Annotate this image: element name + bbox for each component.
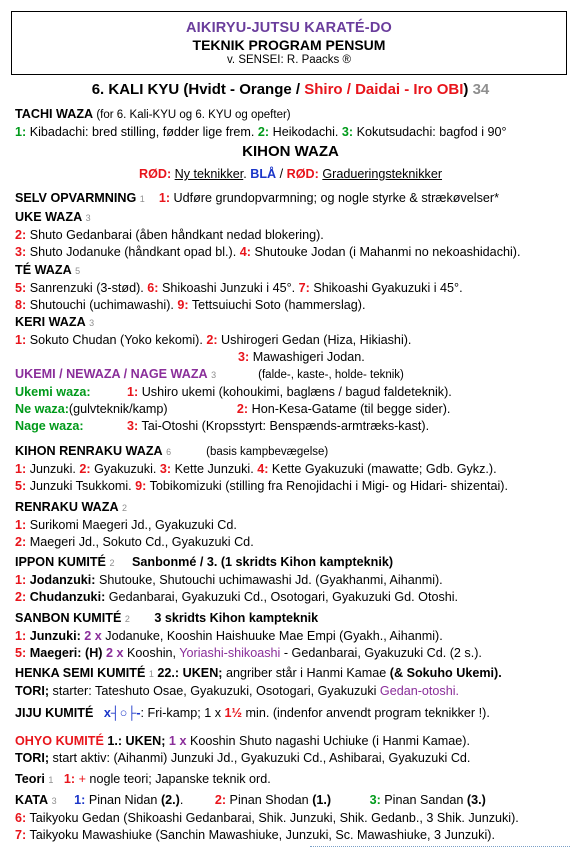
section-subtitle: Sanbonmé / 3. (1 skridts Kihon kampteknik) — [131, 555, 394, 569]
item-text: Pinan Sandan — [380, 793, 467, 807]
section-title: UKEMI / NEWAZA / NAGE WAZA — [15, 367, 208, 381]
item-text: Gedanbarai, Gyakuzuki Cd., Osotogari, Gyakuzuki Gd. Otoshi. — [105, 590, 459, 604]
legend-blue-label: BLÅ — [250, 167, 277, 181]
item-text: nogle teori; Japanske teknik ord. — [85, 772, 271, 786]
section-title: HENKA SEMI KUMITÉ — [15, 666, 146, 680]
item-number: 5: — [15, 479, 27, 493]
item-text: Shutouke Jodan (i Mahanmi no nekoashidachi). — [250, 245, 521, 259]
item-text: Shikoashi Junzuki i 45°. — [158, 281, 299, 295]
item-count: 2 x — [80, 629, 102, 643]
item-number: 2: — [15, 228, 27, 242]
kihon-waza-title: KIHON WAZA — [242, 143, 339, 160]
item-number: 2: — [15, 535, 27, 549]
item-number: 2: — [257, 125, 270, 139]
item-number: 3: — [238, 350, 250, 364]
section-count: 2 — [124, 614, 130, 624]
item-text: Taikyoku Gedan (Shikoashi Gedanbarai, Shik. Junzuki, Shik. Gedanb., 3 Shik. Junzuki). — [26, 811, 519, 825]
item-number: 1: — [74, 793, 86, 807]
tori-label: TORI; — [15, 684, 50, 698]
section-sanbon-kumite — [15, 610, 575, 662]
item-number: 9: — [135, 479, 147, 493]
section-count: 3 — [51, 796, 57, 806]
item-number: 5: — [15, 281, 27, 295]
item-text: Hon-Kesa-Gatame (til begge sider). — [248, 402, 451, 416]
section-title: SANBON KUMITÉ — [15, 611, 122, 625]
item-text: Kette Junzuki. — [171, 462, 258, 476]
section-title: TACHI WAZA — [15, 107, 94, 121]
section-title: KIHON RENRAKU WAZA — [15, 444, 163, 458]
waza-label: Nage waza: — [15, 419, 84, 433]
section-title: IPPON KUMITÉ — [15, 555, 106, 569]
section-title: Teori — [15, 772, 45, 786]
item-count: 2 x — [102, 646, 124, 660]
item-text: Kibadachi: bred stilling, fødder lige frem. — [26, 125, 258, 139]
item-text: Tai-Otoshi (Kropsstyrt: Benspænds-armtræks-kast). — [138, 419, 430, 433]
item-technique: Jodanzuki: — [26, 573, 96, 587]
kyu-label: 6. KALI KYU (Hvidt - Orange / — [91, 81, 305, 98]
section-title: KATA — [15, 793, 49, 807]
section-count: 1 — [139, 194, 145, 204]
section-ohyo-kumite — [15, 733, 575, 767]
legend-red-label-2: RØD: — [286, 167, 319, 181]
section-subtitle: 3 skridts Kihon kampteknik — [154, 611, 319, 625]
section-subtitle: 2.: UKEN; — [164, 666, 223, 680]
item-text: : Fri-kamp; 1 x — [140, 706, 225, 720]
section-title: KERI WAZA — [15, 315, 86, 329]
section-count: 1 — [48, 775, 54, 785]
legend-graduation-techniques: Gradueringsteknikker — [322, 167, 443, 181]
legend-red-label: RØD: — [138, 167, 172, 181]
section-level: 2 — [157, 666, 165, 680]
item-number: 2: — [206, 333, 218, 347]
item-number: 1: — [158, 191, 171, 205]
item-number: 3: — [369, 793, 381, 807]
kyu-belt-name: Shiro / Daidai - Iro OBI — [304, 81, 464, 98]
jiju-symbol-x: x┤○├ — [103, 706, 137, 720]
item-text: - Gedanbarai, Gyakuzuki Cd. (2 s.). — [280, 646, 482, 660]
section-note: (for 6. Kali-KYU og 6. KYU og opefter) — [93, 109, 291, 121]
kyu-heading — [0, 81, 581, 98]
item-number: 1: — [63, 772, 76, 786]
tori-label: TORI; — [15, 751, 50, 765]
item-text: Surikomi Maegeri Jd., Gyakuzuki Cd. — [26, 518, 237, 532]
header-box — [11, 11, 567, 75]
item-number: 6: — [147, 281, 159, 295]
item-text: Kooshin, — [123, 646, 180, 660]
document-subtitle: TEKNIK PROGRAM PENSUM — [192, 37, 386, 53]
item-text: Shuto Gedanbarai (åben håndkant nedad blokering). — [26, 228, 324, 242]
item-number: 4: — [239, 245, 251, 259]
item-text: Tettsuiuchi Soto (hammerslag). — [188, 298, 366, 312]
item-order: (3.) — [466, 793, 486, 807]
section-title: SELV OPVARMNING — [15, 191, 137, 205]
section-subtitle: 1.: UKEN; — [103, 734, 166, 748]
item-order: (1.) — [312, 793, 332, 807]
item-number: 3: — [159, 462, 172, 476]
item-number: 3: — [127, 419, 139, 433]
waza-note: (gulvteknik/kamp) — [68, 402, 168, 416]
section-jiju-kumite — [15, 705, 575, 722]
section-count: 1 — [148, 669, 154, 679]
section-kihon-renraku-waza — [15, 443, 575, 495]
item-number: 1: — [127, 385, 139, 399]
section-title: TÉ WAZA — [15, 263, 72, 277]
waza-label: Ukemi waza: — [15, 385, 91, 399]
section-count: 3 — [85, 213, 91, 223]
item-plus: + — [75, 772, 86, 786]
item-text: Junzuki Tsukkomi. — [26, 479, 136, 493]
item-number: 2: — [15, 590, 27, 604]
color-legend: RØD: Ny teknikker. BLÅ / RØD: Gradueringsteknikker — [138, 167, 443, 181]
item-technique: (& Sokuho Ukemi). — [389, 666, 502, 680]
item-text: Shutouke, Shutouchi uchimawashi Jd. (Gyakhanmi, Aihanmi). — [95, 573, 443, 587]
legend-new-techniques: Ny teknikker — [174, 167, 244, 181]
item-number: 1: — [15, 333, 27, 347]
item-text: Maegeri Jd., Sokuto Cd., Gyakuzuki Cd. — [26, 535, 254, 549]
item-technique: Maegeri: — [26, 646, 82, 660]
section-count: 2 — [109, 558, 115, 568]
item-text: Kooshin Shuto nagashi Uchiuke (i Hanmi Kamae). — [186, 734, 470, 748]
item-text: start aktiv: (Aihanmi) Junzuki Jd., Gyakuzuki Cd., Ashibarai, Gyakuzuki Cd. — [49, 751, 471, 765]
item-number: 1: — [15, 518, 27, 532]
section-count: 6 — [166, 447, 172, 457]
section-selv-opvarmning — [15, 190, 575, 208]
item-text: Pinan Shodan — [226, 793, 313, 807]
item-side: (H) — [81, 646, 103, 660]
item-text: Pinan Nidan — [85, 793, 161, 807]
item-number: 3: — [15, 245, 27, 259]
item-text: angriber står i Hanmi Kamae — [222, 666, 390, 680]
item-text: Ushirogeri Gedan (Hiza, Hikiashi). — [217, 333, 412, 347]
item-number: 4: — [257, 462, 269, 476]
item-duration: 1½ — [224, 706, 243, 720]
section-tachi-waza — [15, 106, 575, 141]
section-title: OHYO KUMITÉ — [15, 734, 104, 748]
section-title: RENRAKU WAZA — [15, 500, 119, 514]
item-number: 1: — [15, 125, 27, 139]
section-keri-waza — [15, 314, 575, 366]
item-number: 3: — [341, 125, 354, 139]
section-kata: KATA 3 1: Pinan Nidan (2.). 2: Pinan Shodan (1.) 3: Pinan Sandan (3.) 6: Taikyoku Gedan (Shikoashi Gedanbarai, Shik. Junzuki, Shik. Gedanb., 3 Shik. Junzuki). 7: Taikyoku Mawashiuke (Sanchin Mawashiuke, Junzuki, Sc. Mawashiuke, 3 Junzuki). — [15, 793, 519, 842]
item-number: 9: — [177, 298, 189, 312]
document-title: AIKIRYU-JUTSU KARATÉ-DO — [186, 20, 392, 36]
item-number: 7: — [15, 828, 27, 842]
section-teori — [15, 771, 575, 789]
section-count: 5 — [75, 266, 81, 276]
item-technique-new: Yoriashi-shikoashi — [179, 646, 281, 660]
item-number: 6: — [15, 811, 27, 825]
item-text: Mawashigeri Jodan. — [249, 350, 365, 364]
item-technique-new: Gedan-otoshi. — [379, 684, 460, 698]
item-text: Kette Gyakuzuki (mawatte; Gdb. Gykz.). — [268, 462, 497, 476]
section-note: (falde-, kaste-, holde- teknik) — [258, 369, 404, 381]
item-count: 1 x — [165, 734, 187, 748]
item-number: 8: — [15, 298, 27, 312]
item-number: 2: — [214, 793, 227, 807]
section-ukemi-newaza-nage — [15, 366, 575, 435]
item-text: Tobikomizuki (stilling fra Renojidachi i Migi- og Hidari- shizentai). — [146, 479, 508, 493]
sensei-line: v. SENSEI: R. Paacks ® — [227, 54, 351, 66]
item-number: 1: — [15, 629, 27, 643]
item-text: Sokuto Chudan (Yoko kekomi). — [26, 333, 207, 347]
section-uke-waza — [15, 209, 575, 261]
item-text: min. (indenfor anvendt program teknikker !). — [242, 706, 490, 720]
item-number: 7: — [298, 281, 310, 295]
section-count: 3 — [211, 370, 217, 380]
section-count: 2 — [122, 503, 128, 513]
item-technique: Junzuki: — [26, 629, 81, 643]
item-number: 5: — [15, 646, 27, 660]
item-order: (2.) — [160, 793, 180, 807]
jiju-dash: - — [136, 706, 141, 720]
item-number: 1: — [15, 462, 27, 476]
section-te-waza — [15, 262, 575, 314]
kyu-close: ) — [463, 81, 469, 98]
section-count: 3 — [89, 318, 95, 328]
item-text: Shuto Jodanuke (håndkant opad bl.). — [26, 245, 240, 259]
waza-label: Ne waza: — [15, 402, 69, 416]
item-text: Jodanuke, Kooshin Haishuuke Mae Empi (Gyakh., Aihanmi). — [101, 629, 443, 643]
jiju-symbol — [104, 706, 136, 720]
section-ippon-kumite — [15, 554, 575, 606]
item-text: Shikoashi Gyakuzuki i 45°. — [309, 281, 463, 295]
section-title: JIJU KUMITÉ — [15, 706, 94, 720]
item-text: Kokutsudachi: bagfod i 90° — [353, 125, 507, 139]
item-text: Heikodachi. — [269, 125, 342, 139]
item-text: Udføre grundopvarmning; og nogle styrke & strækøvelser* — [170, 191, 499, 205]
section-title: UKE WAZA — [15, 210, 83, 224]
item-text: Junzuki. — [26, 462, 80, 476]
section-note: (basis kampbevægelse) — [206, 446, 329, 458]
item-number: 2: — [236, 402, 249, 416]
item-text: Gyakuzuki. — [90, 462, 160, 476]
section-renraku-waza — [15, 499, 575, 551]
item-text: Shutouchi (uchimawashi). — [26, 298, 178, 312]
item-technique: Chudanzuki: — [26, 590, 106, 604]
section-henka-semi-kumite — [15, 665, 575, 700]
kyu-number: 34 — [472, 81, 490, 98]
item-text: Ushiro ukemi (kohoukimi, baglæns / bagud faldeteknik). — [138, 385, 452, 399]
item-text: Taikyoku Mawashiuke (Sanchin Mawashiuke, Junzuki, Sc. Mawashiuke, 3 Junzuki). — [26, 828, 495, 842]
footer-divider — [310, 846, 570, 847]
item-number: 1: — [15, 573, 27, 587]
item-number: 2: — [79, 462, 91, 476]
item-text: starter: Tateshuto Osae, Gyakuzuki, Osotogari, Gyakuzuki — [49, 684, 380, 698]
item-text: Sanrenzuki (3-stød). — [26, 281, 148, 295]
